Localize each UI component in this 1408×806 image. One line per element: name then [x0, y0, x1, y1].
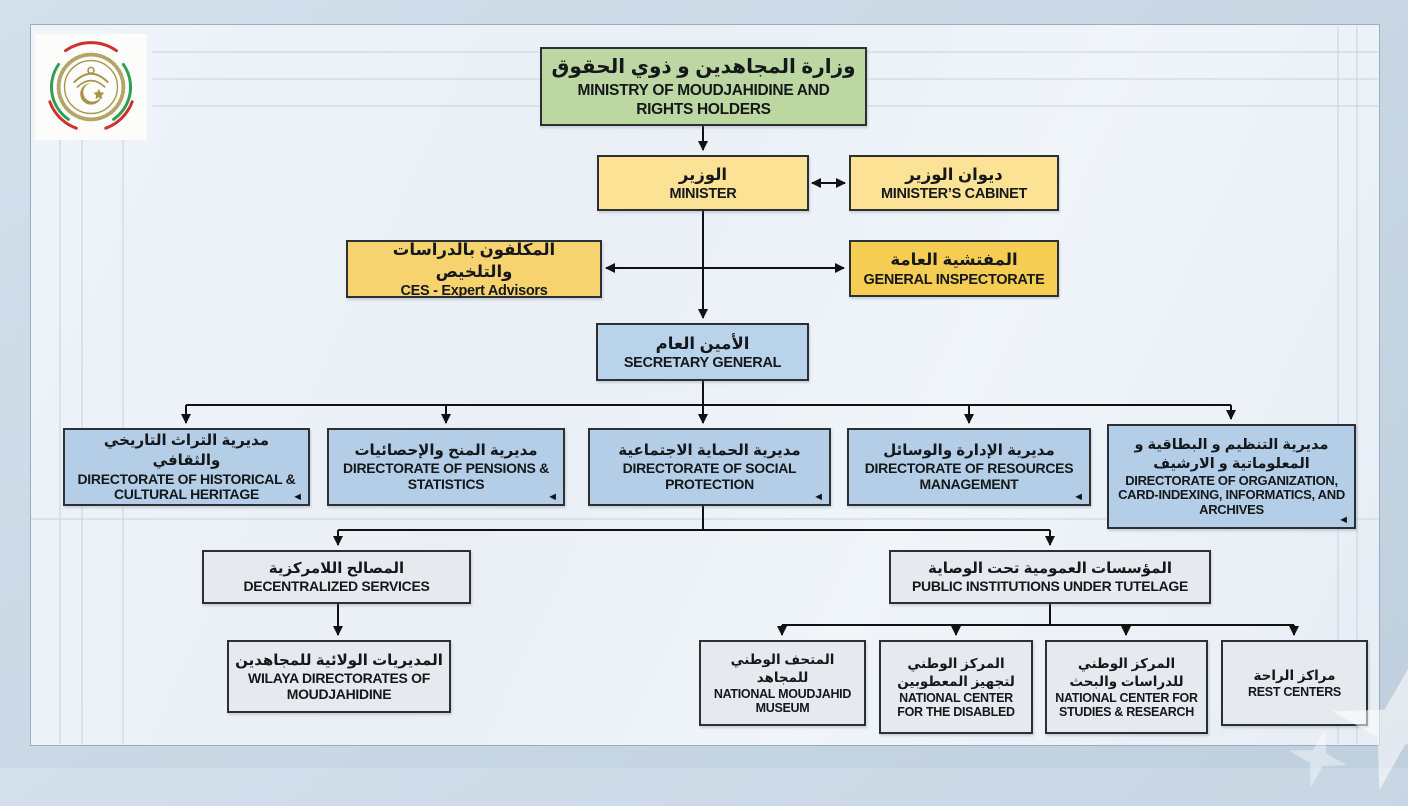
corner-triangle-icon: ◄ — [1338, 514, 1349, 526]
directorate-organization-arabic: مديرية التنظيم و البطاقية و المعلوماتية و الارشيف — [1134, 436, 1329, 472]
decentralized-english: DECENTRALIZED SERVICES — [243, 578, 430, 595]
node-wilaya-directorates — [227, 640, 451, 713]
inspectorate-arabic: المفتشية العامة — [890, 251, 1018, 270]
directorate-social-english: DIRECTORATE OF SOCIAL PROTECTION — [622, 460, 797, 493]
secretary-english: SECRETARY GENERAL — [623, 355, 782, 372]
node-minister-cabinet — [849, 155, 1059, 211]
studies-center-arabic: المركز الوطني للدراسات والبحث — [1069, 655, 1184, 689]
advisors-english: CES - Expert Advisors — [400, 283, 548, 300]
corner-triangle-icon: ◄ — [547, 491, 558, 503]
decentralized-arabic: المصالح اللامركزية — [268, 560, 405, 578]
directorate-pensions-english: DIRECTORATE OF PENSIONS & STATISTICS — [343, 460, 549, 493]
rest-centers-arabic: مراكز الراحة — [1253, 667, 1336, 683]
node-center-disabled — [879, 640, 1033, 734]
studies-center-english: NATIONAL CENTER FOR STUDIES & RESEARCH — [1055, 691, 1198, 720]
cabinet-english: MINISTER’S CABINET — [880, 186, 1028, 203]
node-directorate-pensions — [327, 428, 565, 506]
cabinet-arabic: ديوان الوزير — [905, 165, 1003, 184]
node-public-institutions — [889, 550, 1211, 604]
directorate-resources-arabic: مديرية الإدارة والوسائل — [883, 442, 1055, 460]
node-directorate-heritage — [63, 428, 310, 506]
node-decentralized-services — [202, 550, 471, 604]
corner-triangle-icon: ◄ — [292, 491, 303, 503]
public-institutions-english: PUBLIC INSTITUTIONS UNDER TUTELAGE — [911, 578, 1189, 595]
node-directorate-organization — [1107, 424, 1356, 529]
node-directorate-social — [588, 428, 831, 506]
node-minister — [597, 155, 809, 211]
public-institutions-arabic: المؤسسات العمومية تحت الوصاية — [927, 560, 1173, 578]
node-expert-advisors — [346, 240, 602, 298]
wilaya-english: WILAYA DIRECTORATES OF MOUDJAHIDINE — [248, 669, 430, 702]
ministry-logo — [35, 34, 147, 140]
wilaya-arabic: المديريات الولائية للمجاهدين — [235, 651, 443, 669]
museum-english: NATIONAL MOUDJAHID MUSEUM — [713, 687, 852, 716]
directorate-heritage-english: DIRECTORATE OF HISTORICAL & CULTURAL HERITAGE — [77, 470, 296, 503]
museum-arabic: المتحف الوطني للمجاهد — [730, 651, 835, 685]
directorate-pensions-arabic: مديرية المنح والإحصائيات — [354, 442, 538, 460]
document-panel — [30, 24, 1380, 746]
node-directorate-resources — [847, 428, 1091, 506]
advisors-arabic: المكلفون بالدراسات والتلخيص — [392, 240, 556, 281]
directorate-heritage-arabic: مديرية التراث التاريخي والثقافي — [103, 432, 270, 470]
corner-triangle-icon: ◄ — [813, 491, 824, 503]
disabled-center-arabic: المركز الوطني لتجهيز المعطوبين — [897, 655, 1015, 689]
node-moudjahid-museum — [699, 640, 866, 726]
secretary-arabic: الأمين العام — [655, 334, 750, 353]
ministry-emblem-icon — [37, 36, 145, 138]
node-ministry — [540, 47, 867, 126]
minister-english: MINISTER — [669, 186, 737, 203]
directorate-resources-english: DIRECTORATE OF RESOURCES MANAGEMENT — [864, 460, 1074, 493]
directorate-social-arabic: مديرية الحماية الاجتماعية — [618, 442, 801, 460]
node-general-inspectorate — [849, 240, 1059, 297]
node-secretary-general — [596, 323, 809, 381]
inspectorate-english: GENERAL INSPECTORATE — [863, 271, 1045, 288]
ministry-arabic: وزارة المجاهدين و ذوي الحقوق — [551, 55, 856, 78]
minister-arabic: الوزير — [678, 165, 728, 184]
ministry-english: MINISTRY OF MOUDJAHIDINE AND RIGHTS HOLDERS — [577, 81, 830, 118]
corner-triangle-icon: ◄ — [1073, 491, 1084, 503]
node-center-studies — [1045, 640, 1208, 734]
directorate-organization-english: DIRECTORATE OF ORGANIZATION, CARD-INDEXING, INFORMATICS, AND ARCHIVES — [1118, 472, 1345, 517]
disabled-center-english: NATIONAL CENTER FOR THE DISABLED — [897, 691, 1015, 720]
rest-centers-english: REST CENTERS — [1248, 685, 1341, 700]
